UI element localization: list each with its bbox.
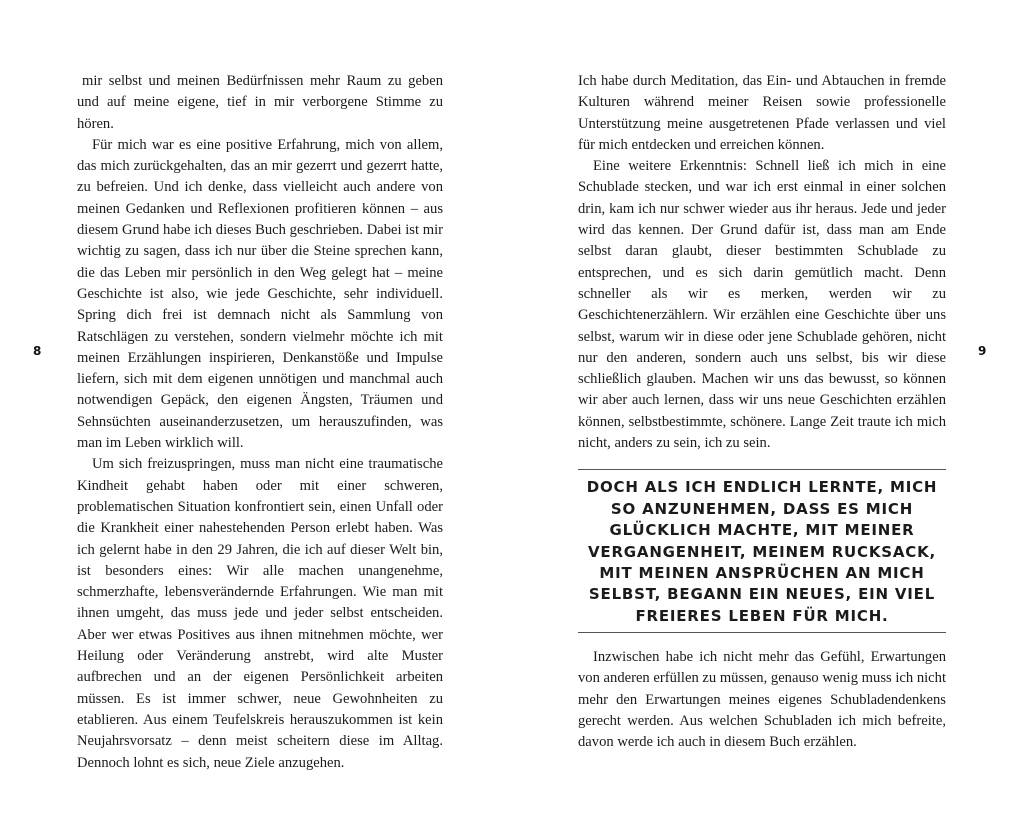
left-page-body: [77, 71, 443, 774]
paragraph: Um sich freizuspringen, muss man nicht eine traumatische Kindheit gehabt haben oder mit einer schweren, problematischen Situation konfrontiert sein, einen Unfall oder die Krankheit einer nahestehenden Person erlebt haben. Was ich gelernt habe in den 29 Jahren, die ich auf dieser Welt bin, ist besonders eines: Wir alle machen unangenehme, schmerzhafte, lebensverändernde Erfahrungen. Wie man mit ihnen umgeht, das muss jede und jeder selbst entscheiden. Aber wer etwas Positives aus ihnen mitnehmen möchte, wer Heilung oder Veränderung anstrebt, wird alte Muster aufbrechen und an der eigenen Persönlichkeit arbeiten müssen. Es ist immer schwer, neue Gewohnheiten zu etablieren. Aus einem Teufelskreis herauszukommen ist kein Neujahrsvorsatz – denn meist scheitern diese im Alltag. Dennoch lohnt es sich, neue Ziele anzugehen.: [77, 456, 443, 771]
pull-quote: DOCH ALS ICH ENDLICH LERNTE, MICH SO ANZUNEHMEN, DASS ES MICH GLÜCKLICH MACHTE, MIT MEINER VERGANGENHEIT, MEINEM RUCKSACK, MIT MEINEN ANSPRÜCHEN AN MICH SELBST, BEGANN EIN NEUES, EIN VIEL FREIERES LEBEN FÜR MICH.: [578, 469, 946, 633]
paragraph: mir selbst und meinen Bedürfnissen mehr Raum zu geben und auf meine eigene, tief in mir verborgene Stimme zu hören.: [77, 73, 443, 132]
paragraph: Ich habe durch Meditation, das Ein- und Abtauchen in fremde Kulturen während meiner Reisen sowie professionelle Unterstützung meine ausgetretenen Pfade verlassen und viel für mich entdecken und erreichen können.: [578, 73, 946, 153]
right-page-body: [578, 71, 946, 754]
page-number-right: 9: [978, 344, 987, 358]
paragraph: Für mich war es eine positive Erfahrung, mich von allem, das mich zurückgehalten, das an mir gezerrt und gezerrt hatte, zu befreien. Und ich denke, dass vielleicht auch andere von meinen Gedanken und Reflexionen profitieren können – aus diesem Grund habe ich dieses Buch geschrieben. Dabei ist mir wichtig zu sagen, dass ich nur über die Steine sprechen kann, die das Leben mir persönlich in den Weg gelegt hat – meine Geschichte ist also, wie jede Geschichte, sehr individuell. Spring dich frei ist demnach nicht als Sammlung von Ratschlägen zu verstehen, sondern vielmehr möchte ich mit meinen Erzählungen inspirieren, Denkanstöße und Impulse liefern, sich mit dem eigenen unnötigen und manchmal auch notwendigen Gepäck, den eigenen Ängsten, Träumen und Sehnsüchten auseinanderzusetzen, um herauszufinden, was man im Leben wirklich will.: [77, 136, 443, 452]
paragraph: Inzwischen habe ich nicht mehr das Gefühl, Erwartungen von anderen erfüllen zu müssen, genauso wenig muss ich nicht mehr den Erwartungen meines eigenes Schubladendenkens gerecht werden. Aus welchen Schubladen ich mich befreite, davon werde ich auch in diesem Buch erzählen.: [578, 649, 946, 751]
paragraph: Eine weitere Erkenntnis: Schnell ließ ich mich in eine Schublade stecken, und war ich erst einmal in einer solchen drin, kam ich nur schwer wieder aus ihr heraus. Jede und jeder wird das kennen. Der Grund dafür ist, dass man am Ende selbst daran glaubt, dieser bestimmten Schublade zu entsprechen, und es sich darin gemütlich macht. Denn schneller als wir es merken, werden wir zu Geschichtenerzählern. Wir erzählen eine Geschichte über uns selbst, warum wir in diese oder jene Schublade gehören, nicht nur den anderen, sondern auch uns selbst, bis wir diese schließlich glauben. Machen wir uns das bewusst, so können wir aber auch lernen, dass wir uns neue Geschichten erzählen können, selbstbestimmte, schönere. Lange Zeit traute ich mich nicht, anders zu sein, ich zu sein.: [578, 158, 946, 452]
page-number-left: 8: [33, 344, 42, 358]
